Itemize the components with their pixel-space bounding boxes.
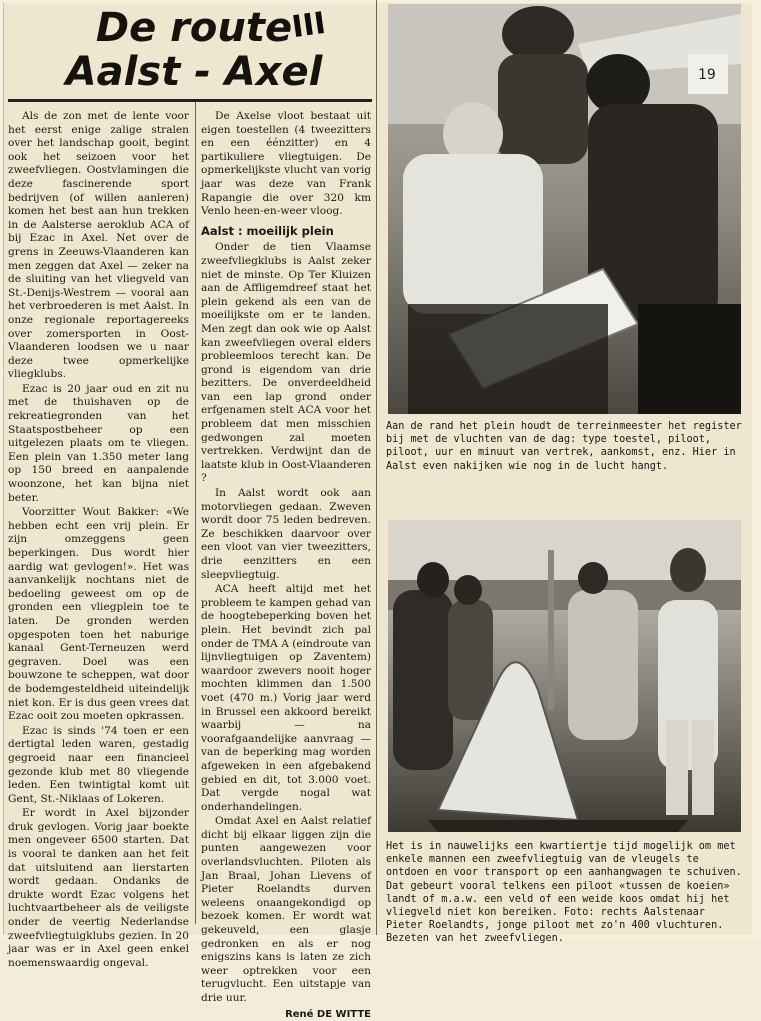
article-paragraph: ACA heeft altijd met het probleem te kampen gehad van de hoogtebeperking boven het plein. Het bevindt zich pal onder de TMA A (eindroute van lijnvliegtuigen op Zaventem) waardoor zwevers nooit hoger mochten klimmen dan 1.500 voet (470 m.) Vorig jaar werd in Brussel een akkoord bereikt waarbij — na voorafgaandelijke aanvraag — van de beperking mag worden afgeweken in een afgebakend gebied en dit, tot 3.000 voet. Dat vergde nogal wat onderhandelingen. — [201, 583, 371, 813]
article-paragraph: Ezac is 20 jaar oud en zit nu met de thuishaven op de rekreatiegronden van het Staatspostbeheer op een uitgelezen plaats om te vliegen. Een plein van 1.350 meter lang op 150 breed en aanpalende woonzone, het kan bijna niet beter. — [8, 382, 189, 504]
article-paragraph: Ezac is sinds '74 toen er een dertigtal leden waren, gestadig gegroeid naar een financieel gezonde klub met 80 vliegende leden. Een twintigtal komt uit Gent, St.-Niklaas of Lokeren. — [8, 724, 189, 805]
article-paragraph: Omdat Axel en Aalst relatief dicht bij elkaar liggen zijn die punten aangewezen voor overlandsvluchten. Piloten als Jan Braal, Johan Lievens of Pieter Roelandts durven weleens onaangekondigd op bezoek komen. Er wordt wat gekeuveld, een glasje gedronken en als er nog enigszins kans is laten ze zich weer optrekken voor een terugvlucht. Een uitstapje van drie uur. — [201, 815, 371, 1004]
photo-caption-top: Aan de rand het plein houdt de terreinmeester het register bij met de vluchten van de dag: type toestel, piloot, piloot, uur en minuut van vertrek, aankomst, enz. Hier in Aalst even nakijken wie nog in de lucht hangt. — [386, 421, 742, 472]
article-column-1 — [8, 110, 189, 969]
article-paragraph: Er wordt in Axel bijzonder druk gevlogen. Vorig jaar boekte men ongeveer 6500 starten. Dat is vooral te danken aan het feit dat uitsluitend aan lierstarten wordt gedaan. Ondanks de drukte wordt Ezac volgens het luchtvaartbeheer als de veiligste onder de veertig Nederlandse zweefvliegtuigklubs gezien. In 20 jaar was er in Axel geen enkel noemenswaardig ongeval. — [8, 807, 189, 969]
article-subhead: Aalst : moeilijk plein — [201, 223, 334, 238]
photo-register — [388, 4, 741, 414]
article-paragraph: Voorzitter Wout Bakker: «We hebben echt een vrij plein. Er zijn omzeggens geen beperkingen. Dus wordt hier aardig wat gevlogen!». Het was aanvankelijk nochtans niet de bedoeling geweest om op de gronden een vliegplein toe te laten. De gronden werden opgespoten toen het naburige kanaal Gent-Terneuzen werd gegraven. Doel was een bouwzone te scheppen, wat door de bodemgesteldheid uiteindelijk niet kon. Er is dus geen vrees dat Ezac ooit zou moeten opkrassen. — [8, 506, 189, 723]
headline-rule — [8, 99, 372, 102]
column-divider — [195, 102, 196, 924]
handwritten-numeral: III — [289, 5, 328, 46]
article-paragraph: Onder de tien Vlaamse zweefvliegklubs is Aalst zeker niet de minste. Op Ter Kluizen aan de Affligemdreef staat het plein gekend als een van de moeilijkste om er te landen. Men zegt dan ook wie op Aalst kan zweefvliegen overal elders probleemloos terecht kan. De grond is eigendom van drie bezitters. De onverdeeldheid van een lap grond onder erfgenamen stelt ACA voor het probleem dat men misschien gedwongen zal moeten vertrekken. Verdwijnt dan de laatste klub in Oost-Vlaanderen ? — [201, 241, 371, 485]
article-byline: René DE WITTE — [285, 1008, 371, 1020]
photo-caption-bottom: Het is in nauwelijks een kwartiertje tijd mogelijk om met enkele mannen een zweefvliegtuig van de vleugels te ontdoen en voor transport op een aanhangwagen te schuiven. Dat gebeurt vooral telkens een piloot «tussen de koeien» landt of m.a.w. een veld of een weide koos omdat hij het vliegveld niet kon bereiken. Foto: rechts Aalstenaar Pieter Roelandts, jonge piloot met zo'n 400 vluchturen. Bezeten van het zweefvliegen. — [386, 841, 742, 945]
article-column-2 — [201, 110, 371, 1020]
headline-line-2: Aalst - Axel — [65, 49, 323, 95]
photo-register-image — [388, 4, 741, 414]
column-divider-right — [376, 0, 377, 935]
headline-line-1: De route — [95, 5, 293, 51]
article-paragraph: Als de zon met de lente voor het eerst enige zalige stralen over het landschap gooit, begint ook het seizoen voor het zweefvliegen. Oostvlamingen die deze fascinerende sport bedrijven (of willen aanleren) komen het best aan hun trekken in de Aalsterse aeroklub ACA of bij Ezac in Axel. Net over de grens in Zeeuws-Vlaanderen kan men zeggen dat Axel — zeker na de sluiting van het vliegveld van St.-Denijs-Westrem — vooral aan het verbroederen is met Aalst. In onze regionale reportagereeks over zomersporten in Oost-Vlaanderen loodsen we u naar deze twee opmerkelijke vliegklubs. — [8, 110, 189, 381]
article-paragraph: De Axelse vloot bestaat uit eigen toestellen (4 tweezitters en een éénzitter) en 4 partikuliere vliegtuigen. De opmerkelijkste vlucht van vorig jaar was deze van Frank Rapangie die over 320 km Venlo heen-en-weer vloog. — [201, 110, 371, 218]
photo-transport-image — [388, 520, 741, 832]
tail-number: 19 — [698, 67, 716, 83]
article-paragraph: In Aalst wordt ook aan motorvliegen gedaan. Zweven wordt door 75 leden bedreven. Ze beschikken daarvoor over een vloot van vier tweezitters, drie eenzitters en een sleepvliegtuig. — [201, 487, 371, 581]
photo-transport — [388, 520, 741, 832]
